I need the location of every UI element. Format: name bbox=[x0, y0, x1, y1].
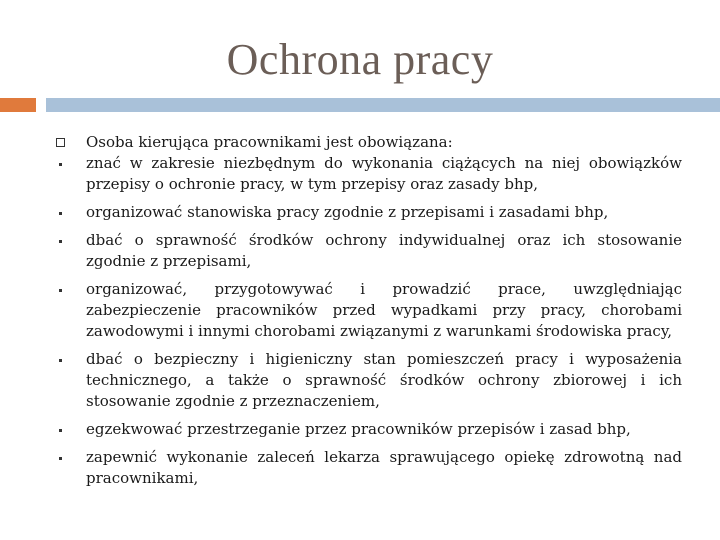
list-item-text: dbać o sprawność środków ochrony indywidualnej oraz ich stosowanie zgodnie z przepisami, bbox=[86, 231, 682, 270]
list-item bbox=[56, 447, 682, 489]
list-item bbox=[56, 349, 682, 412]
list-item bbox=[56, 419, 682, 440]
bullet-icon bbox=[59, 289, 62, 292]
bullet-icon bbox=[59, 429, 62, 432]
bullet-icon bbox=[59, 212, 62, 215]
title-underline-bar bbox=[46, 98, 720, 112]
bullet-icon bbox=[59, 163, 62, 166]
bullet-icon bbox=[59, 359, 62, 362]
list-item-text: znać w zakresie niezbędnym do wykonania ciążących na niej obowiązków przepisy o ochronie pracy, w tym przepisy oraz zasady bhp, bbox=[86, 154, 682, 193]
list-item-text: organizować, przygotowywać i prowadzić prace, uwzględniając zabezpieczenie pracowników przed wypadkami przy pracy, chorobami zawodowymi i innymi chorobami związanymi z warunkami środowiska pracy, bbox=[86, 280, 682, 340]
list-item bbox=[56, 279, 682, 342]
list-item bbox=[56, 202, 682, 223]
square-bullet-icon bbox=[56, 138, 65, 147]
slide-content bbox=[56, 132, 682, 496]
list-item-text: zapewnić wykonanie zaleceń lekarza sprawującego opiekę zdrowotną nad pracownikami, bbox=[86, 448, 682, 487]
bullet-icon bbox=[59, 240, 62, 243]
heading-row bbox=[56, 132, 682, 153]
list-item-text: organizować stanowiska pracy zgodnie z przepisami i zasadami bhp, bbox=[86, 203, 609, 221]
list-item-text: dbać o bezpieczny i higieniczny stan pomieszczeń pracy i wyposażenia technicznego, a także o sprawność środków ochrony zbiorowej i ich stosowanie zgodnie z przeznaczeniem, bbox=[86, 350, 682, 410]
heading-text: Osoba kierująca pracownikami jest obowiązana: bbox=[86, 133, 453, 151]
list-item-text: egzekwować przestrzeganie przez pracowników przepisów i zasad bhp, bbox=[86, 420, 631, 438]
bullet-icon bbox=[59, 457, 62, 460]
list-item bbox=[56, 230, 682, 272]
list-item bbox=[56, 153, 682, 195]
accent-bar bbox=[0, 98, 36, 112]
slide-title: Ochrona pracy bbox=[226, 35, 494, 84]
